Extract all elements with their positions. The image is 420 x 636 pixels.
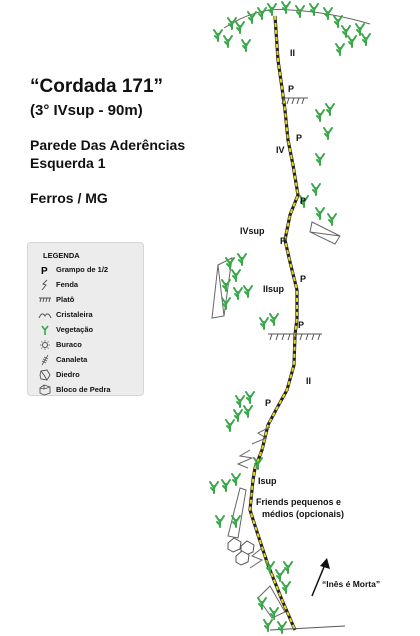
grade-label: IVsup <box>240 226 265 236</box>
crack-2 <box>238 450 252 468</box>
legend-label: Fenda <box>56 280 79 289</box>
gear-note-line1: Friends pequenos e <box>256 497 342 507</box>
legend-label: Cristaleira <box>56 310 93 319</box>
grade-label: II <box>290 48 296 58</box>
bolt-label: P <box>296 133 303 143</box>
bolt-label: P <box>288 84 295 94</box>
boulder-cluster <box>228 538 254 565</box>
wall-name-line1: Parede Das Aderências <box>30 137 186 153</box>
bolt-label: P <box>298 320 305 330</box>
legend-label: Buraco <box>56 340 82 349</box>
bolt-label: P <box>300 196 307 206</box>
route-subtitle: (3° IVsup - 90m) <box>30 102 143 119</box>
bolt-label: P <box>280 236 287 246</box>
legend-label: Vegetação <box>56 325 94 334</box>
dihedral-right <box>310 222 340 244</box>
svg-text:P: P <box>41 265 48 276</box>
dihedral-lower <box>228 488 246 538</box>
legend-label: Grampo de 1/2 <box>56 265 109 274</box>
legend-label: Bloco de Pedra <box>56 385 111 394</box>
legend-label: Platô <box>56 295 75 304</box>
grade-label: IV <box>276 145 285 155</box>
bolt-label: P <box>300 274 307 284</box>
legend-label: Canaleta <box>56 355 88 364</box>
grade-label: II <box>306 376 312 386</box>
wall-name-line2: Esquerda 1 <box>30 155 106 171</box>
gear-note-line2: médios (opcionais) <box>262 509 345 519</box>
legend-title: LEGENDA <box>43 251 80 260</box>
location: Ferros / MG <box>30 190 108 206</box>
route-title: “Cordada 171” <box>30 76 164 97</box>
legend-label: Diedro <box>56 370 80 379</box>
grade-label: IIsup <box>263 284 285 294</box>
bolt-label: P <box>265 398 272 408</box>
neighbor-route-label: “Inês é Morta” <box>322 579 381 589</box>
arrow-head <box>320 558 330 569</box>
grade-label: Isup <box>258 476 277 486</box>
